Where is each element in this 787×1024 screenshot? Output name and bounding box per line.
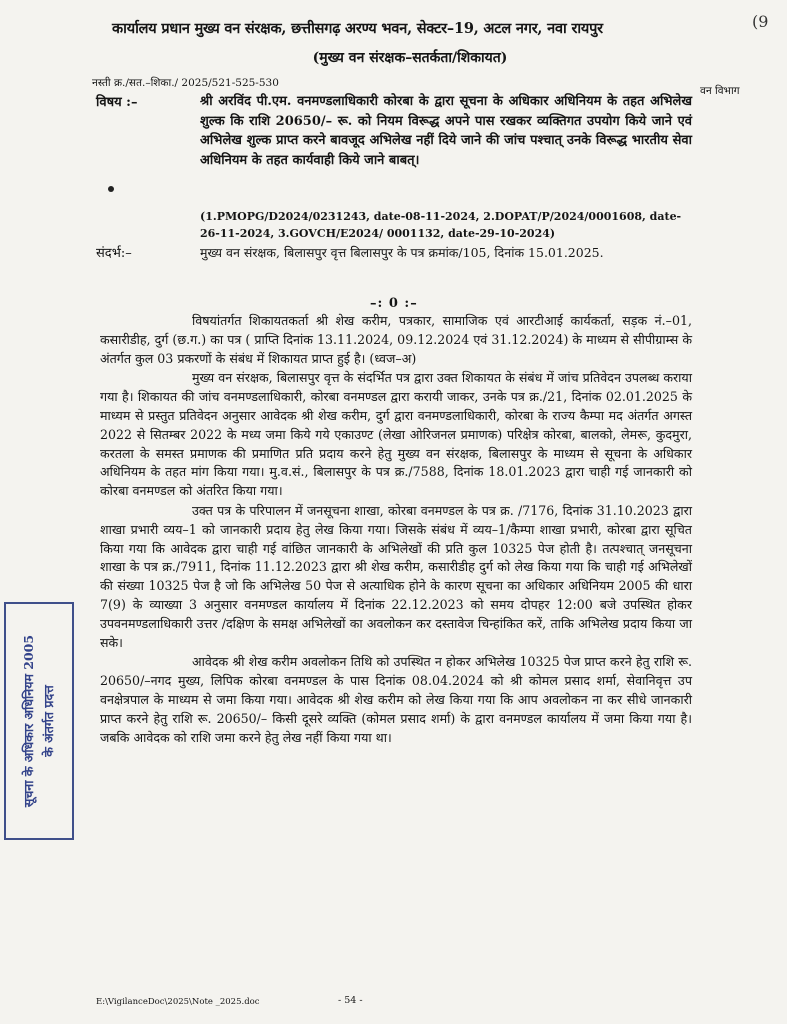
footer-file-path: E:\VigilanceDoc\2025\Note _2025.doc bbox=[96, 997, 260, 1007]
punch-hole-mark bbox=[108, 186, 114, 192]
stamp-line-1: सूचना के अधिकार अधिनियम 2005 bbox=[21, 634, 36, 808]
section-separator: –: 0 :– bbox=[370, 296, 418, 311]
file-number: नस्ती क्र./सत.–शिका./ 2025/521-525-530 bbox=[92, 77, 279, 89]
rti-stamp bbox=[4, 602, 74, 840]
subject-references: (1.PMOPG/D2024/0231243, date-08-11-2024, 2.DOPAT/P/2024/0001608, date-26-11-2024, 3.GOVCH/E2024/ 0001132, date-29-10-2024) bbox=[200, 210, 682, 240]
paragraph-1: विषयांतर्गत शिकायतकर्ता श्री शेख करीम, पत्रकार, सामाजिक एवं आरटीआई कार्यकर्ता, सड़क नं.–01, कसारीडीह, दुर्ग (छ.ग.) का पत्र ( प्राप्ति दिनांक 13.11.2024, 09.12.2024 एवं 31.12.2024) के माध्यम से सीपीग्राम्स के अंतर्गत कुल 03 प्रकरणों के संबंध में शिकायत प्राप्त हुई है। (ध्वज–अ) bbox=[100, 313, 692, 366]
division-header: (मुख्य वन संरक्षक–सतर्कता/शिकायत) bbox=[312, 50, 508, 66]
footer-page-number: - 54 - bbox=[338, 995, 363, 1006]
subject-text: श्री अरविंद पी.एम. वनमण्डलाधिकारी कोरबा के द्वारा सूचना के अधिकार अधिनियम के तहत अभिलेख शुल्क कि राशि 20650/– रू. को नियम विरूद्ध अपने पास रखकर व्यक्तिगत उपयोग किये जाने एवं अभिलेख शुल्क प्राप्त करने बावजूद अभिलेख नहीं दिये जाने की जांच पश्चात् उनके विरूद्ध भारतीय सेवा अधिनियम के तहत कार्यवाही किये जाने बाबत्। bbox=[200, 94, 692, 168]
paragraph-3: उक्त पत्र के परिपालन में जनसूचना शाखा, कोरबा वनमण्डल के पत्र क्र. /7176, दिनांक 31.10.2023 द्वारा शाखा प्रभारी व्यय–1 को जानकारी प्रदाय हेतु लेख किया गया। जिसके संबंध में व्यय–1/कैम्पा शाखा प्रभारी, कोरबा द्वारा सूचित किया गया कि आवेदक द्वारा चाही गई वांछित जानकारी के अभिलेखों की प्रति कुल 10325 पेज होती है। तत्पश्चात् जनसूचना शाखा के पत्र क्र./7911, दिनांक 11.12.2023 द्वारा श्री शेख करीम, कसारीडीह दुर्ग को लेख किया गया कि चाही गई अभिलेखों की संख्या 10325 पेज है जो कि अभिलेख 50 पेज से अत्याधिक होने के कारण सूचना का अधिकार अधिनियम 2005 की धारा 7(9) के व्याख्या 3 अनुसार वनमण्डल कार्यालय में दिनांक 22.12.2023 को समय दोपहर 12:00 बजे उपस्थित होकर उपवनमण्डलाधिकारी उत्तर /दक्षिण के समक्ष अभिलेखों का अवलोकन कर दस्तावेज चिन्हांकित करें, ताकि अभिलेख प्रदाय किया जा सके। bbox=[100, 502, 692, 650]
paragraph-4: आवेदक श्री शेख करीम अवलोकन तिथि को उपस्थित न होकर अभिलेख 10325 पेज प्राप्त करने हेतु राशि रू. 20650/–नगद मुख्य, लिपिक कोरबा वनमण्डल के पास दिनांक 08.04.2024 को श्री कोमल प्रसाद शर्मा, सेवानिवृत्त उप वनक्षेत्रपाल के माध्यम से जमा किया गया। आवेदक श्री शेख करीम को लेख किया गया कि आप अवलोकन ना कर सीधे जानकारी प्राप्त करने हेतु राशि रू. 20650/– किसी दूसरे व्यक्ति (कोमल प्रसाद शर्मा) के द्वारा वनमण्डल कार्यालय में जमा किया गया है। जबकि आवेदक को राशि जमा करने हेतु लेख नहीं किया गया था। bbox=[100, 654, 692, 745]
body-text bbox=[100, 312, 692, 748]
reference-text: मुख्य वन संरक्षक, बिलासपुर वृत्त बिलासपुर के पत्र क्रमांक/105, दिनांक 15.01.2025. bbox=[200, 245, 604, 260]
office-header: कार्यालय प्रधान मुख्य वन संरक्षक, छत्तीसगढ़ अरण्य भवन, सेक्टर–19, अटल नगर, नवा रायपुर bbox=[112, 20, 603, 37]
corner-page-mark: (9 bbox=[752, 12, 769, 31]
paragraph-2: मुख्य वन संरक्षक, बिलासपुर वृत्त के संदर्भित पत्र द्वारा उक्त शिकायत के संबंध में जांच प्रतिवेदन उपलब्ध कराया गया है। शिकायत की जांच वनमण्डलाधिकारी, कोरबा वनमण्डल द्वारा करायी जाकर, उनके पत्र क्र./21, दिनांक 02.01.2025 के माध्यम से प्रस्तुत प्रतिवेदन अनुसार आवेदक श्री शेख करीम, दुर्ग द्वारा वनमण्डलाधिकारी, कोरबा के राज्य कैम्पा मद अंतर्गत अगस्त 2022 से सितम्बर 2022 के मध्य जमा किये गये एकाउण्ट (लेखा ओरिजनल प्रमाणक) परिक्षेत्र कोरबा, बालको, लेमरू, कुदमुरा, करतला के समस्त प्रमाणक की प्रमाणित प्रति प्रदाय करने हेतु मुख्य वन संरक्षक, बिलासपुर के माध्यम से सूचना के अधिकार अधिनियम के तहत मांग किया गया। मु.व.सं., बिलासपुर के पत्र क्र./7588, दिनांक 18.01.2023 द्वारा चाही गई जानकारी को कोरबा वनमण्डल को अंतरित किया गया। bbox=[100, 370, 692, 499]
subject-label: विषय :– bbox=[96, 95, 138, 110]
stamp-line-2: के अंतर्गत प्रदत्त bbox=[41, 685, 56, 757]
reference-label: संदर्भ:– bbox=[96, 246, 132, 261]
department-label: वन विभाग bbox=[700, 85, 740, 97]
